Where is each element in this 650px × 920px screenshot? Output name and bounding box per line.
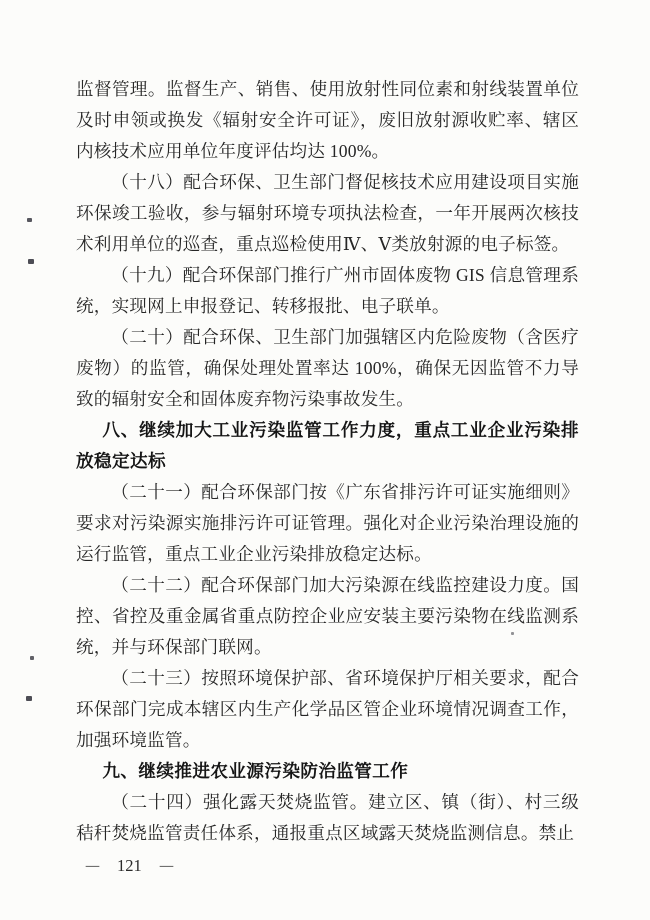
document-body bbox=[76, 74, 579, 849]
paragraph-item-24: （二十四）强化露天焚烧监管。建立区、镇（街）、村三级秸秆焚烧监管责任体系，通报重点区域露天焚烧监测信息。禁止 bbox=[76, 792, 579, 843]
scan-speck bbox=[28, 259, 34, 264]
page-footer bbox=[85, 856, 174, 876]
paragraph-item-21: （二十一）配合环保部门按《广东省排污许可证实施细则》要求对污染源实施排污许可证管理。强化对企业污染治理设施的运行监管，重点工业企业污染排放稳定达标。 bbox=[76, 482, 579, 564]
footer-left-dash: — bbox=[85, 857, 100, 874]
paragraph-item-23: （二十三）按照环境保护部、省环境保护厅相关要求，配合环保部门完成本辖区内生产化学品区管企业环境情况调查工作，加强环境监管。 bbox=[76, 668, 579, 750]
section-heading-8: 八、继续加大工业污染监管工作力度，重点工业企业污染排放稳定达标 bbox=[76, 420, 579, 471]
paragraph-item-19: （十九）配合环保部门推行广州市固体废物 GIS 信息管理系统，实现网上申报登记、转移报批、电子联单。 bbox=[76, 265, 579, 316]
paragraph-item-22: （二十二）配合环保部门加大污染源在线监控建设力度。国控、省控及重金属省重点防控企业应安装主要污染物在线监测系统，并与环保部门联网。 bbox=[76, 575, 579, 657]
paragraph-continuation: 监督管理。监督生产、销售、使用放射性同位素和射线装置单位及时申领或换发《辐射安全许可证》，废旧放射源收贮率、辖区内核技术应用单位年度评估均达 100%。 bbox=[76, 79, 579, 161]
paragraph-item-18: （十八）配合环保、卫生部门督促核技术应用建设项目实施环保竣工验收，参与辐射环境专项执法检查，一年开展两次核技术利用单位的巡查，重点巡检使用Ⅳ、Ⅴ类放射源的电子标签。 bbox=[76, 172, 579, 254]
page-number: 121 bbox=[117, 856, 142, 875]
footer-right-dash: — bbox=[159, 857, 173, 874]
paragraph-item-20: （二十）配合环保、卫生部门加强辖区内危险废物（含医疗废物）的监管，确保处理处置率达 100%，确保无因监管不力导致的辐射安全和固体废弃物污染事故发生。 bbox=[76, 327, 579, 409]
scan-speck bbox=[26, 696, 32, 701]
scan-speck bbox=[27, 218, 32, 222]
section-heading-9: 九、继续推进农业源污染防治监管工作 bbox=[102, 761, 409, 781]
scan-speck bbox=[30, 656, 34, 660]
scan-speck bbox=[511, 632, 514, 635]
